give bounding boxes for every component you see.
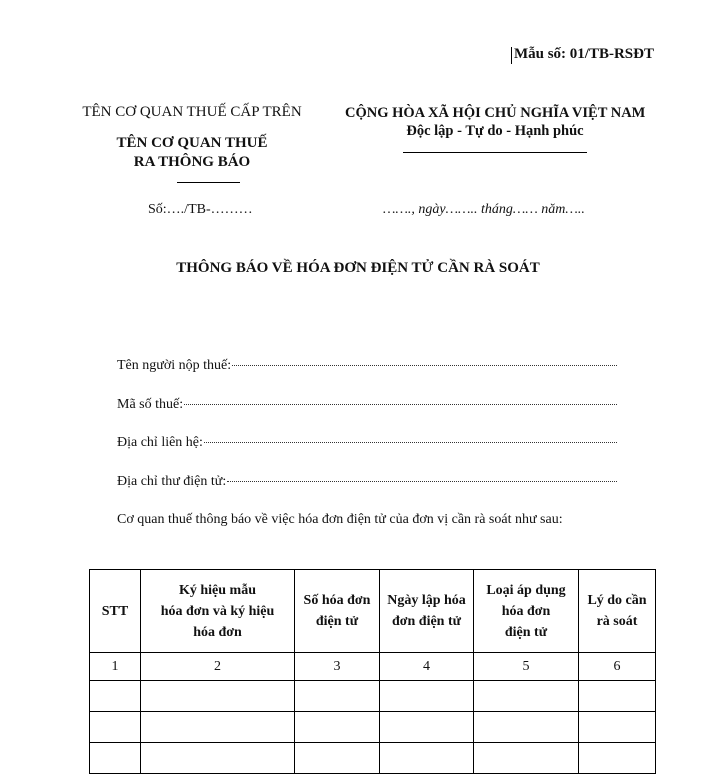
- table-cell: [474, 743, 579, 774]
- tax-code-label: Mã số thuế:: [117, 397, 184, 412]
- column-number-row: [90, 653, 656, 681]
- table-cell: [141, 712, 295, 743]
- table-cell: [141, 743, 295, 774]
- column-number: 5: [474, 653, 579, 681]
- table-cell: [295, 712, 380, 743]
- intro-text: Cơ quan thuế thông báo về việc hóa đơn điện tử của đơn vị cần rà soát như sau:: [117, 512, 563, 527]
- taxpayer-name-label: Tên người nộp thuế:: [117, 358, 232, 373]
- table-row: [90, 712, 656, 743]
- table-cell: [90, 743, 141, 774]
- table-cell: [295, 681, 380, 712]
- table-header-row: [90, 570, 656, 653]
- document-number: Số:…./TB-………: [148, 202, 253, 217]
- table-cell: [380, 712, 474, 743]
- country-name: CỘNG HÒA XÃ HỘI CHỦ NGHĨA VIỆT NAM: [345, 105, 646, 121]
- header-review-reason: Lý do cần rà soát: [579, 570, 656, 653]
- table-cell: [579, 743, 656, 774]
- column-number: 4: [380, 653, 474, 681]
- issuing-agency: [72, 134, 312, 172]
- table-row: [90, 681, 656, 712]
- form-code: Mẫu số: 01/TB-RSĐT: [513, 46, 654, 62]
- table-cell: [90, 712, 141, 743]
- address-field: [117, 435, 617, 451]
- right-divider: [403, 152, 587, 153]
- column-number: 6: [579, 653, 656, 681]
- dotted-line: [204, 441, 617, 443]
- taxpayer-name-field: [117, 358, 617, 374]
- header-invoice-number: Số hóa đơn điện tử: [295, 570, 380, 653]
- email-label: Địa chỉ thư điện tử:: [117, 474, 227, 489]
- table-cell: [141, 681, 295, 712]
- dotted-line: [184, 403, 617, 405]
- table-cell: [90, 681, 141, 712]
- column-number: 1: [90, 653, 141, 681]
- header-invoice-symbol: Ký hiệu mẫu hóa đơn và ký hiệu hóa đơn: [141, 570, 295, 653]
- table-cell: [474, 712, 579, 743]
- address-label: Địa chỉ liên hệ:: [117, 435, 203, 450]
- superior-agency: TÊN CƠ QUAN THUẾ CẤP TRÊN: [82, 104, 302, 120]
- email-field: [117, 474, 617, 490]
- column-number: 2: [141, 653, 295, 681]
- left-divider: [177, 182, 240, 183]
- header-stt: STT: [90, 570, 141, 653]
- column-number: 3: [295, 653, 380, 681]
- document-title: THÔNG BÁO VỀ HÓA ĐƠN ĐIỆN TỬ CẦN RÀ SOÁT: [176, 260, 540, 276]
- table-cell: [474, 681, 579, 712]
- dotted-line: [227, 480, 617, 482]
- table-cell: [295, 743, 380, 774]
- header-invoice-type: Loại áp dụng hóa đơn điện tử: [474, 570, 579, 653]
- table-cell: [579, 681, 656, 712]
- table-cell: [380, 743, 474, 774]
- table-cell: [380, 681, 474, 712]
- dotted-line: [232, 364, 617, 366]
- table-cell: [579, 712, 656, 743]
- issuing-agency-line1: TÊN CƠ QUAN THUẾ: [116, 135, 268, 151]
- national-motto: Độc lập - Tự do - Hạnh phúc: [406, 123, 584, 139]
- table-row: [90, 743, 656, 774]
- issuing-agency-line2: RA THÔNG BÁO: [133, 154, 251, 170]
- document-date: ……., ngày…….. tháng…… năm…..: [383, 202, 585, 217]
- header-invoice-date: Ngày lập hóa đơn điện tử: [380, 570, 474, 653]
- tax-code-field: [117, 397, 617, 413]
- invoice-table: [89, 569, 656, 774]
